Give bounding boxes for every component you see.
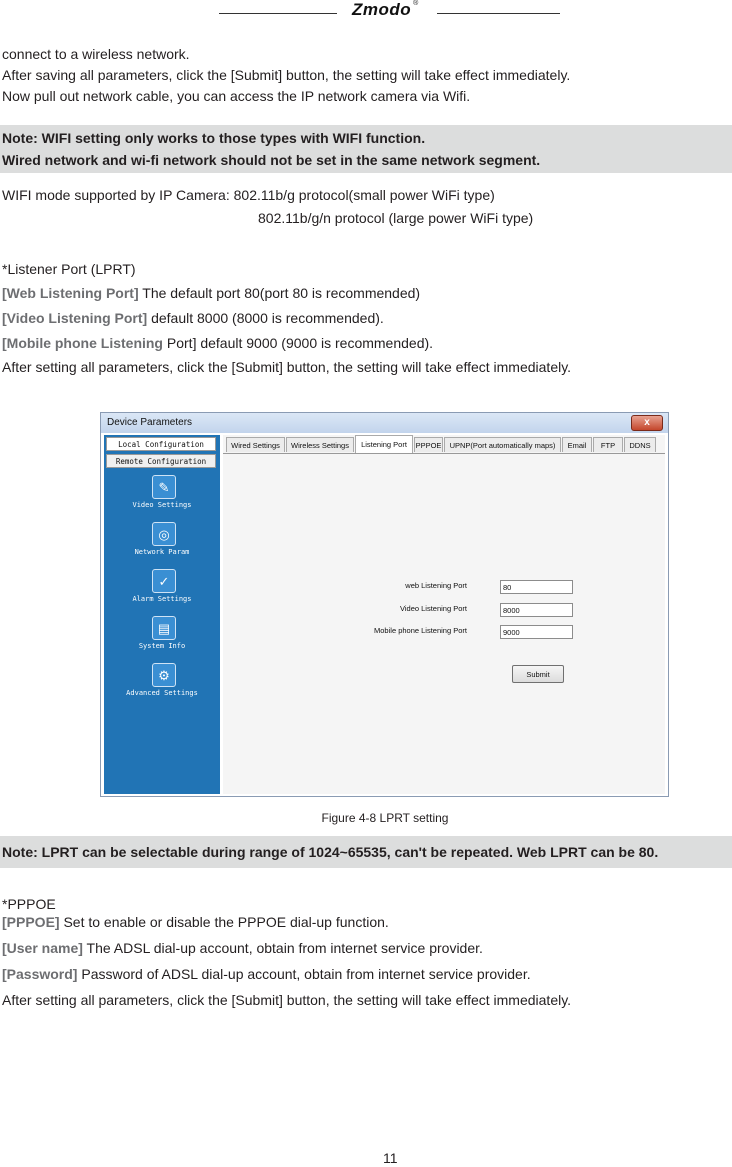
tab-ftp[interactable]: FTP (593, 437, 623, 452)
device-parameters-window (100, 412, 669, 797)
nav-video-settings[interactable]: Video Settings (132, 501, 192, 509)
tab-upnp[interactable]: UPNP(Port automatically maps) (444, 437, 561, 452)
wifi-note-line-1: Note: WIFI setting only works to those types with WIFI function. (2, 130, 426, 146)
window-title: Device Parameters (107, 417, 193, 428)
header-rule-left (219, 13, 337, 14)
pppoe-heading: *PPPOE (2, 896, 56, 912)
web-port-label: web Listening Port (405, 581, 467, 590)
lprt-heading: *Listener Port (LPRT) (2, 261, 136, 277)
wifi-note-line-2: Wired network and wi-fi network should not be set in the same network segment. (2, 152, 541, 168)
video-settings-icon[interactable]: ✎ (152, 475, 176, 499)
nav-alarm-settings[interactable]: Alarm Settings (132, 595, 192, 603)
tab-wireless-settings[interactable]: Wireless Settings (286, 437, 354, 452)
local-configuration-button[interactable]: Local Configuration (106, 437, 216, 451)
pppoe-desc: [PPPOE] Set to enable or disable the PPPOE dial-up function. (2, 914, 389, 930)
system-info-icon[interactable]: ▤ (152, 616, 176, 640)
lprt-range-note: Note: LPRT can be selectable during range of 1024~65535, can't be repeated. Web LPRT can be 80. (0, 836, 732, 868)
wifi-mode-line-2: 802.11b/g/n protocol (large power WiFi type) (258, 210, 534, 226)
pppoe-after: After setting all parameters, click the [Submit] button, the setting will take effect immediately. (2, 992, 572, 1008)
network-param-icon[interactable]: ◎ (152, 522, 176, 546)
web-port-input[interactable]: 80 (500, 580, 573, 594)
user-name-desc: [User name] The ADSL dial-up account, obtain from internet service provider. (2, 940, 483, 956)
mobile-port-label: Mobile phone Listening Port (374, 626, 467, 635)
wifi-mode-line-1: WIFI mode supported by IP Camera: 802.11b/g protocol(small power WiFi type) (2, 187, 495, 203)
close-icon[interactable]: x (631, 415, 663, 431)
nav-system-info[interactable]: System Info (138, 642, 186, 650)
video-port-label: Video Listening Port (400, 604, 467, 613)
mobile-port-input[interactable]: 9000 (500, 625, 573, 639)
settings-tabs (223, 435, 665, 454)
left-nav-pane (104, 435, 220, 794)
intro-line-2: After saving all parameters, click the [Submit] button, the setting will take effect immediately. (2, 67, 571, 83)
web-port-desc: [Web Listening Port] The default port 80(port 80 is recommended) (2, 285, 421, 301)
advanced-settings-icon[interactable]: ⚙ (152, 663, 176, 687)
nav-network-param[interactable]: Network Param (134, 548, 190, 556)
tab-ddns[interactable]: DDNS (624, 437, 656, 452)
lprt-after: After setting all parameters, click the [Submit] button, the setting will take effect immediately. (2, 359, 572, 375)
tab-wired-settings[interactable]: Wired Settings (226, 437, 285, 452)
wifi-note (0, 125, 732, 173)
zmodo-logo: Zmodo ® (352, 0, 419, 19)
tab-pppoe[interactable]: PPPOE (414, 437, 443, 452)
tab-email[interactable]: Email (562, 437, 592, 452)
intro-line-1: connect to a wireless network. (2, 46, 190, 62)
alarm-settings-icon[interactable]: ✓ (152, 569, 176, 593)
video-port-desc: [Video Listening Port] default 8000 (8000 is recommended). (2, 310, 384, 326)
nav-advanced-settings[interactable]: Advanced Settings (126, 689, 198, 697)
submit-button[interactable]: Submit (512, 665, 564, 683)
password-desc: [Password] Password of ADSL dial-up account, obtain from internet service provider. (2, 966, 531, 982)
remote-configuration-button[interactable]: Remote Configuration (106, 454, 216, 468)
mobile-port-desc: [Mobile phone Listening Port] default 9000 (9000 is recommended). (2, 335, 434, 351)
settings-content (223, 435, 665, 794)
video-port-input[interactable]: 8000 (500, 603, 573, 617)
figure-caption: Figure 4-8 LPRT setting (321, 811, 449, 825)
window-titlebar (101, 413, 668, 433)
intro-line-3: Now pull out network cable, you can access the IP network camera via Wifi. (2, 88, 471, 104)
tab-listening-port[interactable]: Listening Port (355, 435, 413, 453)
page-number: 11 (383, 1150, 398, 1166)
header-rule-right (437, 13, 560, 14)
